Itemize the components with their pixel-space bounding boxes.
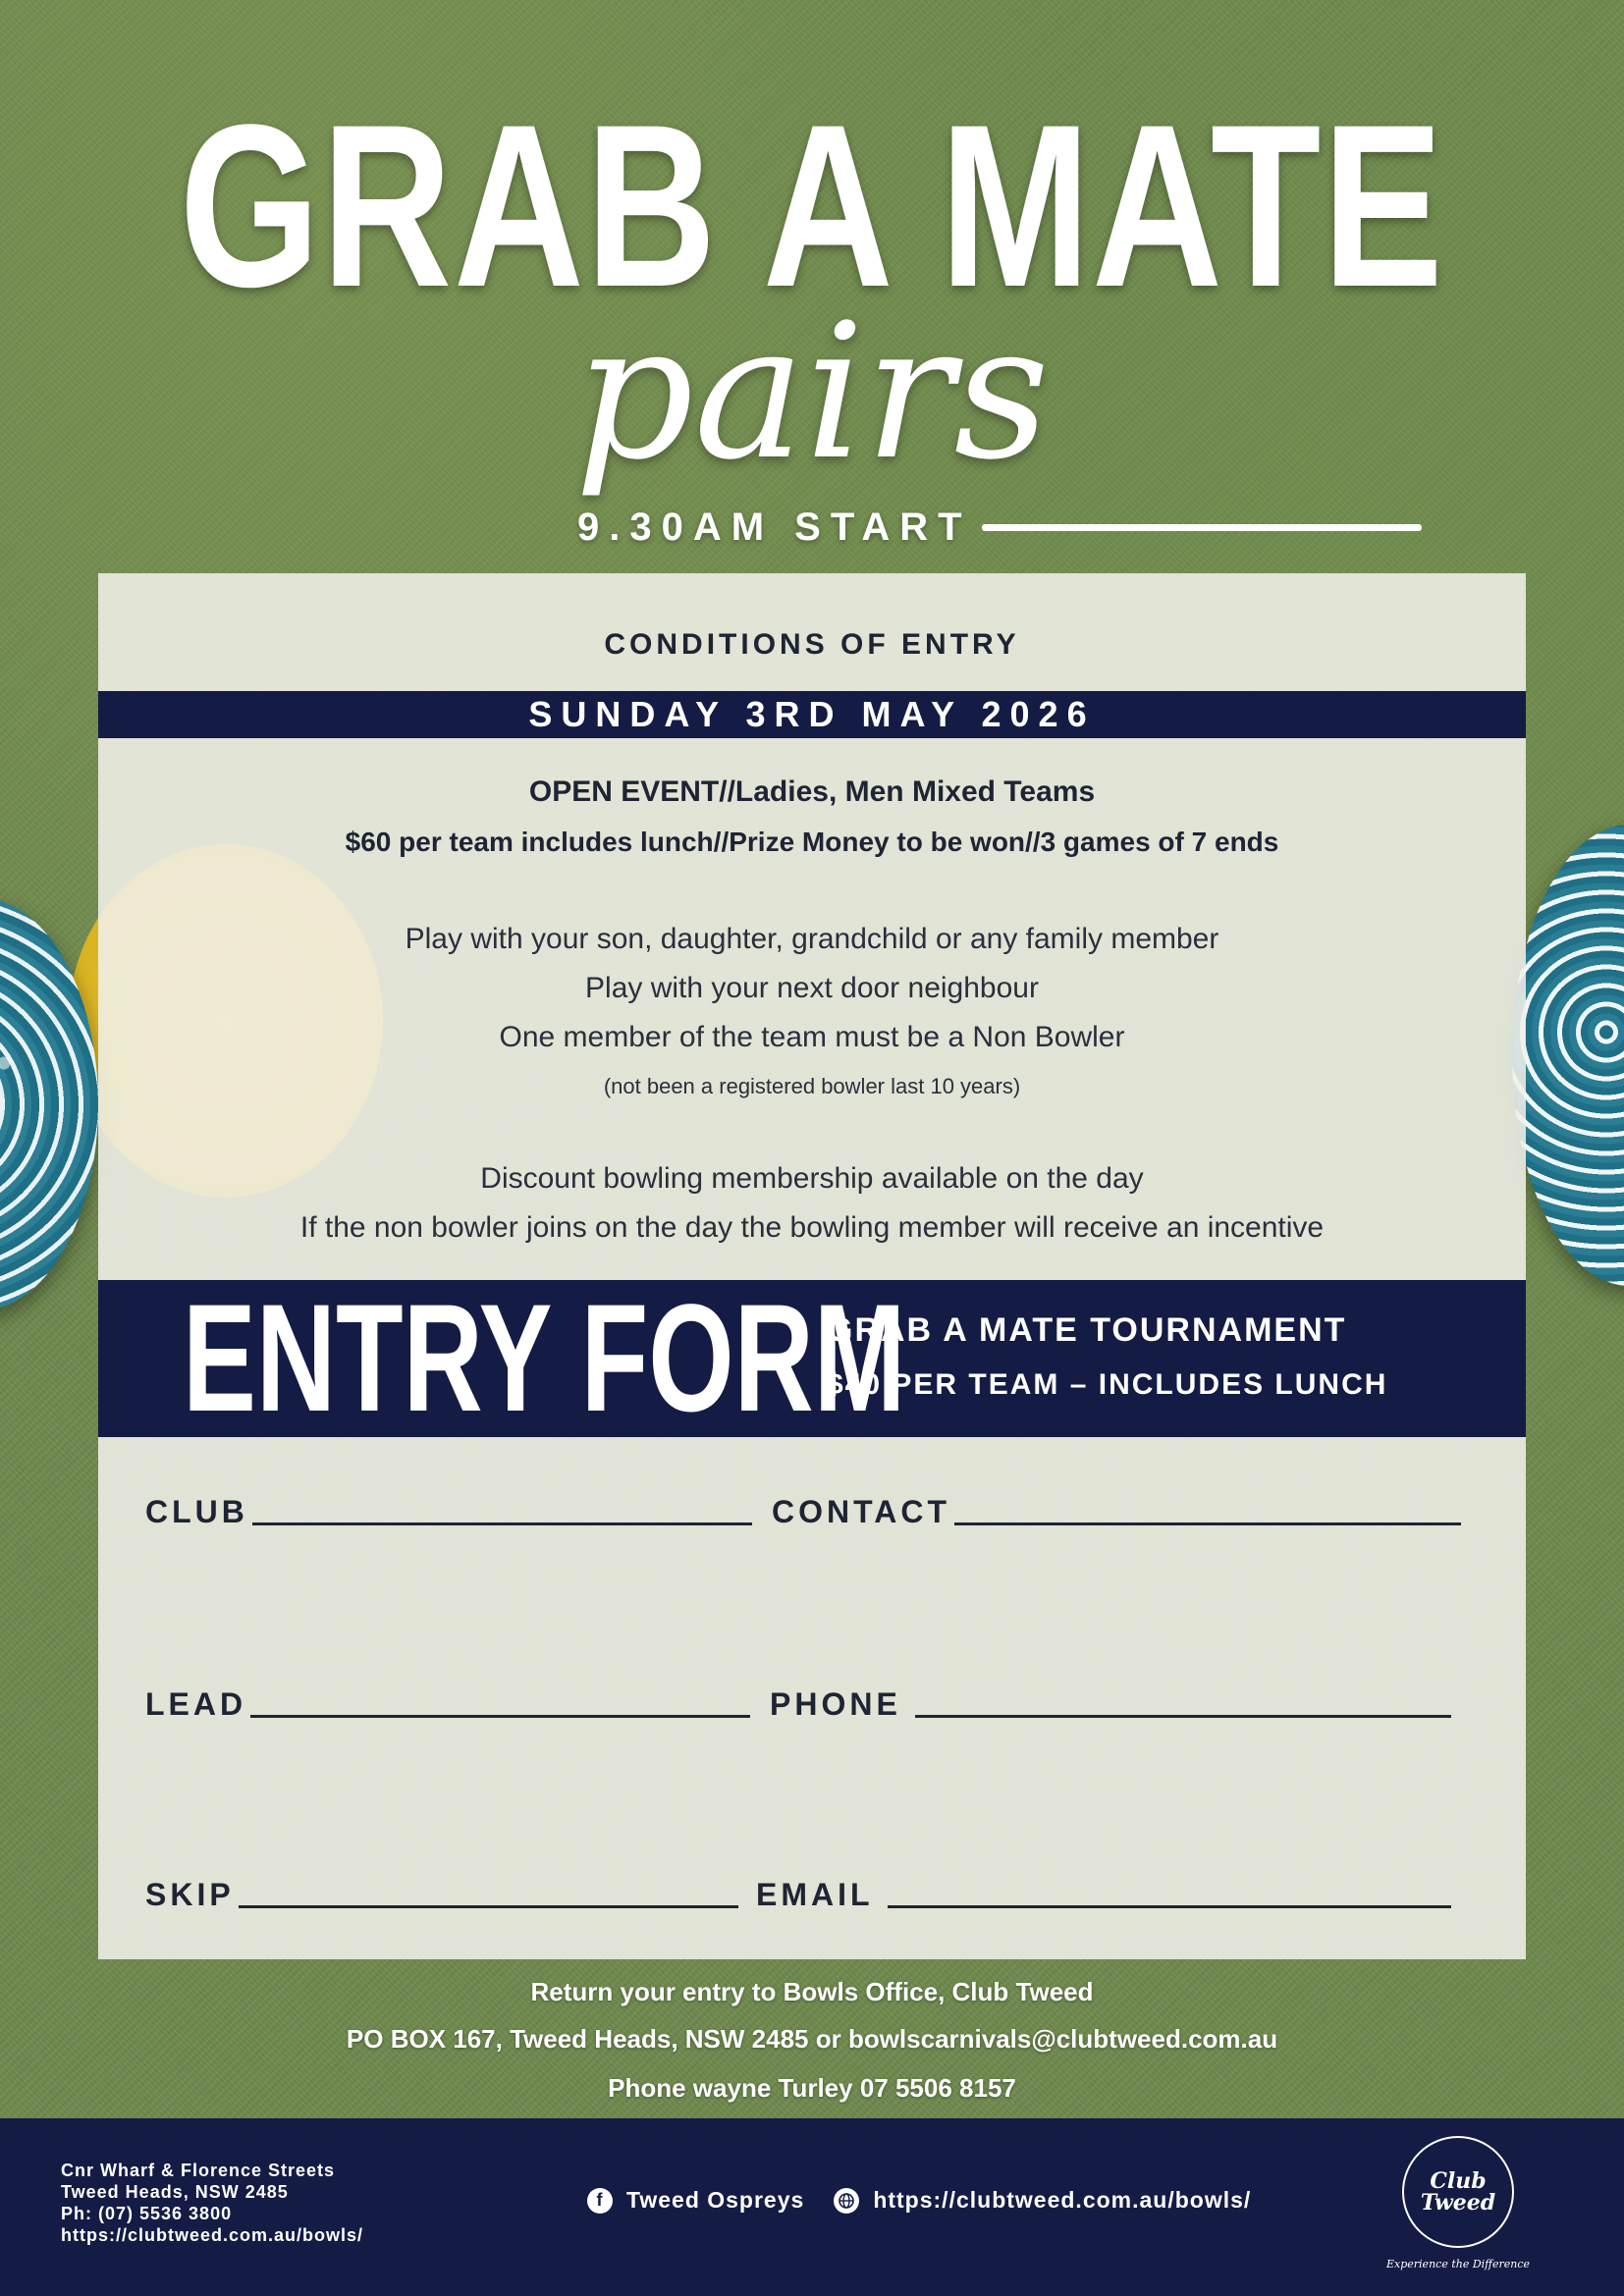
return-info-line: PO BOX 167, Tweed Heads, NSW 2485 or bowlscarnivals@clubtweed.com.au	[346, 2024, 1278, 2054]
conditions-heading: CONDITIONS OF ENTRY	[604, 628, 1020, 661]
entry-form-title: ENTRY FORM	[183, 1273, 906, 1444]
event-price: $60 per team includes lunch//Prize Money to be won//3 games of 7 ends	[345, 827, 1279, 857]
condition-line: If the non bowler joins on the day the bowling member will receive an incentive	[299, 1211, 1325, 1244]
email-field[interactable]	[756, 1877, 1451, 1912]
address-phone: Ph: (07) 5536 3800	[61, 2204, 233, 2223]
condition-line: Play with your son, daughter, grandchild or any family member	[405, 923, 1219, 955]
return-info-line: Phone wayne Turley 07 5506 8157	[608, 2073, 1016, 2103]
blue-bowl-right-image	[1512, 825, 1624, 1286]
lead-input-line[interactable]	[250, 1714, 750, 1718]
phone-field[interactable]	[770, 1686, 1451, 1722]
logo-text-line: Tweed	[1420, 2190, 1496, 2216]
club-input-line[interactable]	[252, 1522, 752, 1525]
date-bar	[98, 691, 1526, 738]
skip-input-line[interactable]	[239, 1904, 738, 1908]
start-time: 9.30AM START	[577, 505, 972, 549]
globe-icon[interactable]	[834, 2188, 859, 2214]
skip-field[interactable]	[145, 1877, 738, 1912]
condition-note: (not been a registered bowler last 10 years)	[603, 1074, 1021, 1098]
address-url[interactable]: https://clubtweed.com.au/bowls/	[61, 2225, 364, 2245]
contact-label: CONTACT	[772, 1494, 951, 1529]
entry-form-price: $40 PER TEAM – INCLUDES LUNCH	[827, 1368, 1388, 1401]
club-field[interactable]	[145, 1494, 752, 1529]
start-rule	[982, 524, 1422, 531]
condition-line: Discount bowling membership available on the day	[480, 1162, 1144, 1195]
lead-field[interactable]	[145, 1686, 750, 1722]
website-link[interactable]: https://clubtweed.com.au/bowls/	[873, 2187, 1252, 2213]
address-line: Tweed Heads, NSW 2485	[61, 2182, 289, 2202]
logo-tagline: Experience the Difference	[1386, 2258, 1530, 2270]
event-date: SUNDAY 3RD MAY 2026	[528, 694, 1096, 734]
page-script-title: pairs	[574, 284, 1050, 501]
footer-social	[587, 2187, 1251, 2214]
condition-line: Play with your next door neighbour	[585, 972, 1039, 1004]
email-label: EMAIL	[756, 1877, 874, 1912]
phone-label: PHONE	[770, 1686, 901, 1722]
logo-circle	[1402, 2136, 1514, 2248]
contact-field[interactable]	[772, 1494, 1461, 1529]
club-tweed-logo	[1384, 2130, 1532, 2277]
event-type: OPEN EVENT//Ladies, Men Mixed Teams	[528, 775, 1096, 808]
start-time-row	[577, 503, 1422, 552]
email-input-line[interactable]	[888, 1904, 1451, 1908]
condition-line: One member of the team must be a Non Bowler	[499, 1021, 1125, 1053]
lead-label: LEAD	[145, 1686, 247, 1722]
facebook-icon[interactable]: f	[587, 2188, 613, 2214]
club-label: CLUB	[145, 1494, 248, 1529]
footer-address	[61, 2160, 363, 2246]
entry-form-subtitle: GRAB A MATE TOURNAMENT	[827, 1311, 1347, 1349]
address-line: Cnr Wharf & Florence Streets	[61, 2161, 336, 2180]
facebook-link[interactable]: Tweed Ospreys	[626, 2187, 805, 2213]
return-info-line: Return your entry to Bowls Office, Club Tweed	[530, 1977, 1094, 2006]
skip-label: SKIP	[145, 1877, 235, 1912]
contact-input-line[interactable]	[954, 1522, 1461, 1525]
phone-input-line[interactable]	[915, 1714, 1451, 1718]
logo-text-line: Club	[1430, 2168, 1487, 2194]
page-title: GRAB A MATE	[179, 77, 1445, 336]
